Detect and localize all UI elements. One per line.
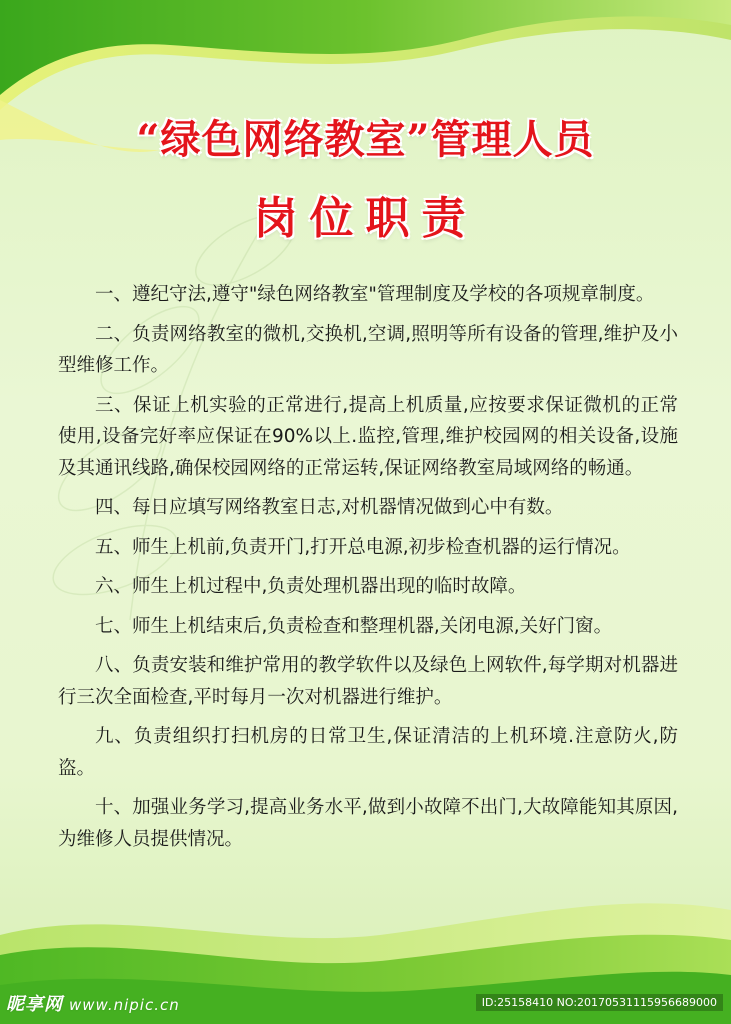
duty-item: 二、负责网络教室的微机,交换机,空调,照明等所有设备的管理,维护及小型维修工作。 xyxy=(58,323,678,376)
page-title: “绿色网络教室”管理人员 xyxy=(136,116,595,163)
duty-item: 五、师生上机前,负责开门,打开总电源,初步检查机器的运行情况。 xyxy=(95,536,631,558)
duty-item: 十、加强业务学习,提高业务水平,做到小故障不出门,大故障能知其原因,为维修人员提供情况。 xyxy=(58,797,678,850)
watermark-brand: 昵享网 xyxy=(6,994,63,1015)
duty-item: 一、遵纪守法,遵守"绿色网络教室"管理制度及学校的各项规章制度。 xyxy=(95,284,655,305)
watermark-url: www.nipic.cn xyxy=(69,996,180,1014)
duty-item: 七、师生上机结束后,负责检查和整理机器,关闭电源,关好门窗。 xyxy=(95,615,613,637)
duty-item: 九、负责组织打扫机房的日常卫生,保证清洁的上机环境.注意防火,防盗。 xyxy=(58,726,678,779)
duty-item: 三、保证上机实验的正常进行,提高上机质量,应按要求保证微机的正常使用,设备完好率应保证在90%以上.监控,管理,维护校园网的相关设备,设施及其通讯线路,确保校园网络的正常运转,保证网络教室局域网络的畅通。 xyxy=(58,394,678,479)
duty-list xyxy=(58,279,678,863)
duty-item: 四、每日应填写网络教室日志,对机器情况做到心中有数。 xyxy=(95,497,564,518)
page-subtitle: 岗位职责 xyxy=(253,193,478,244)
image-id-watermark: ID:25158410 NO:20170531115956689000 xyxy=(476,994,723,1011)
site-watermark xyxy=(6,990,180,1016)
duty-item: 八、负责安装和维护常用的教学软件以及绿色上网软件,每学期对机器进行三次全面检查,平时每月一次对机器进行维护。 xyxy=(58,655,678,708)
duty-item: 六、师生上机过程中,负责处理机器出现的临时故障。 xyxy=(95,576,527,597)
